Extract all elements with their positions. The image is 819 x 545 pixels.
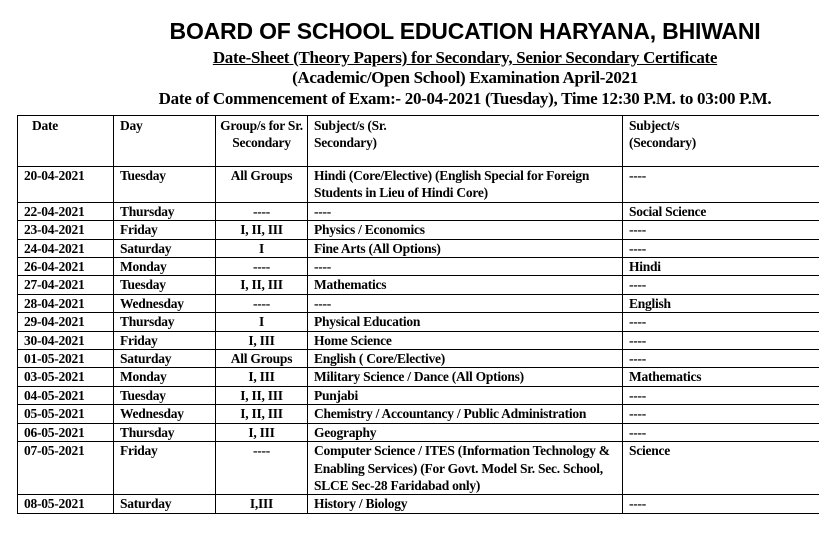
cell-subject-sr-secondary: ----	[308, 294, 623, 312]
cell-subject-sr-secondary: Home Science	[308, 331, 623, 349]
cell-groups: ----	[216, 202, 308, 220]
cell-subject-sr-secondary: Chemistry / Accountancy / Public Administration	[308, 405, 623, 423]
cell-date: 08-05-2021	[18, 495, 114, 513]
cell-day: Wednesday	[114, 294, 216, 312]
cell-day: Wednesday	[114, 405, 216, 423]
cell-day: Friday	[114, 442, 216, 495]
cell-groups: I, III	[216, 331, 308, 349]
cell-date: 06-05-2021	[18, 423, 114, 441]
cell-day: Friday	[114, 221, 216, 239]
table-row	[18, 258, 819, 276]
table-row	[18, 405, 819, 423]
cell-date: 27-04-2021	[18, 276, 114, 294]
table-row	[18, 495, 819, 513]
table-row	[18, 313, 819, 331]
cell-day: Saturday	[114, 350, 216, 368]
col-header-groups: Group/s for Sr. Secondary	[216, 116, 308, 167]
cell-day: Thursday	[114, 202, 216, 220]
cell-date: 28-04-2021	[18, 294, 114, 312]
cell-subject-secondary: ----	[623, 405, 819, 423]
cell-day: Monday	[114, 258, 216, 276]
table-row	[18, 331, 819, 349]
cell-subject-secondary: ----	[623, 423, 819, 441]
cell-subject-secondary: ----	[623, 239, 819, 257]
cell-day: Thursday	[114, 313, 216, 331]
cell-groups: I, II, III	[216, 386, 308, 404]
cell-subject-secondary: ----	[623, 276, 819, 294]
cell-groups: ----	[216, 442, 308, 495]
table-row	[18, 276, 819, 294]
datesheet-subtitle: Date-Sheet (Theory Papers) for Secondary, Senior Secondary Certificate	[212, 48, 718, 67]
cell-groups: I,III	[216, 495, 308, 513]
cell-groups: I	[216, 313, 308, 331]
exam-subtitle: (Academic/Open School) Examination April-2021	[292, 68, 638, 87]
cell-subject-sr-secondary: Computer Science / ITES (Information Technology & Enabling Services) (For Govt. Model Sr. Sec. School, SLCE Sec-28 Faridabad only)	[308, 442, 623, 495]
cell-groups: I, II, III	[216, 405, 308, 423]
cell-day: Thursday	[114, 423, 216, 441]
cell-subject-sr-secondary: Fine Arts (All Options)	[308, 239, 623, 257]
cell-subject-sr-secondary: ----	[308, 258, 623, 276]
col-header-secondary	[623, 116, 819, 167]
cell-date: 01-05-2021	[18, 350, 114, 368]
cell-subject-sr-secondary: Geography	[308, 423, 623, 441]
cell-date: 03-05-2021	[18, 368, 114, 386]
cell-date: 22-04-2021	[18, 202, 114, 220]
cell-subject-sr-secondary: Physics / Economics	[308, 221, 623, 239]
cell-subject-secondary: English	[623, 294, 819, 312]
cell-date: 23-04-2021	[18, 221, 114, 239]
cell-subject-sr-secondary: Physical Education	[308, 313, 623, 331]
table-row	[18, 368, 819, 386]
table-row	[18, 167, 819, 203]
cell-date: 05-05-2021	[18, 405, 114, 423]
cell-date: 26-04-2021	[18, 258, 114, 276]
cell-groups: I, III	[216, 368, 308, 386]
cell-date: 29-04-2021	[18, 313, 114, 331]
col-header-day: Day	[114, 116, 216, 167]
col-header-secondary-text: Subject/s (Secondary)	[629, 118, 696, 151]
table-row	[18, 386, 819, 404]
cell-groups: ----	[216, 294, 308, 312]
cell-subject-secondary: ----	[623, 350, 819, 368]
cell-date: 20-04-2021	[18, 167, 114, 203]
table-row	[18, 294, 819, 312]
table-row	[18, 442, 819, 495]
board-title: BOARD OF SCHOOL EDUCATION HARYANA, BHIWANI	[169, 18, 761, 44]
table-row	[18, 239, 819, 257]
cell-day: Saturday	[114, 495, 216, 513]
col-header-date: Date	[18, 116, 114, 167]
cell-day: Friday	[114, 331, 216, 349]
cell-subject-sr-secondary: ----	[308, 202, 623, 220]
cell-subject-sr-secondary: Hindi (Core/Elective) (English Special for Foreign Students in Lieu of Hindi Core)	[308, 167, 623, 203]
cell-subject-secondary: Mathematics	[623, 368, 819, 386]
cell-day: Monday	[114, 368, 216, 386]
cell-day: Saturday	[114, 239, 216, 257]
cell-subject-secondary: Social Science	[623, 202, 819, 220]
cell-subject-sr-secondary: Mathematics	[308, 276, 623, 294]
commencement-info: Date of Commencement of Exam:- 20-04-2021 (Tuesday), Time 12:30 P.M. to 03:00 P.M.	[158, 89, 772, 108]
cell-date: 07-05-2021	[18, 442, 114, 495]
cell-groups: ----	[216, 258, 308, 276]
cell-subject-secondary: ----	[623, 386, 819, 404]
cell-groups: I	[216, 239, 308, 257]
cell-subject-sr-secondary: Military Science / Dance (All Options)	[308, 368, 623, 386]
cell-day: Tuesday	[114, 167, 216, 203]
table-row	[18, 350, 819, 368]
cell-day: Tuesday	[114, 386, 216, 404]
cell-subject-sr-secondary: English ( Core/Elective)	[308, 350, 623, 368]
cell-groups: All Groups	[216, 167, 308, 203]
cell-subject-secondary: ----	[623, 167, 819, 203]
cell-subject-secondary: Science	[623, 442, 819, 495]
table-row	[18, 221, 819, 239]
cell-groups: I, II, III	[216, 221, 308, 239]
table-row	[18, 202, 819, 220]
col-header-sr-secondary-text: Subject/s (Sr. Secondary)	[314, 118, 387, 151]
cell-subject-secondary: ----	[623, 221, 819, 239]
cell-date: 04-05-2021	[18, 386, 114, 404]
cell-day: Tuesday	[114, 276, 216, 294]
table-row	[18, 423, 819, 441]
cell-subject-secondary: Hindi	[623, 258, 819, 276]
cell-subject-secondary: ----	[623, 495, 819, 513]
cell-groups: All Groups	[216, 350, 308, 368]
cell-subject-sr-secondary: History / Biology	[308, 495, 623, 513]
cell-date: 24-04-2021	[18, 239, 114, 257]
cell-date: 30-04-2021	[18, 331, 114, 349]
datesheet-table	[17, 115, 819, 514]
cell-subject-secondary: ----	[623, 331, 819, 349]
cell-groups: I, III	[216, 423, 308, 441]
cell-groups: I, II, III	[216, 276, 308, 294]
table-header-row	[18, 116, 819, 167]
col-header-sr-secondary	[308, 116, 623, 167]
cell-subject-secondary: ----	[623, 313, 819, 331]
cell-subject-sr-secondary: Punjabi	[308, 386, 623, 404]
